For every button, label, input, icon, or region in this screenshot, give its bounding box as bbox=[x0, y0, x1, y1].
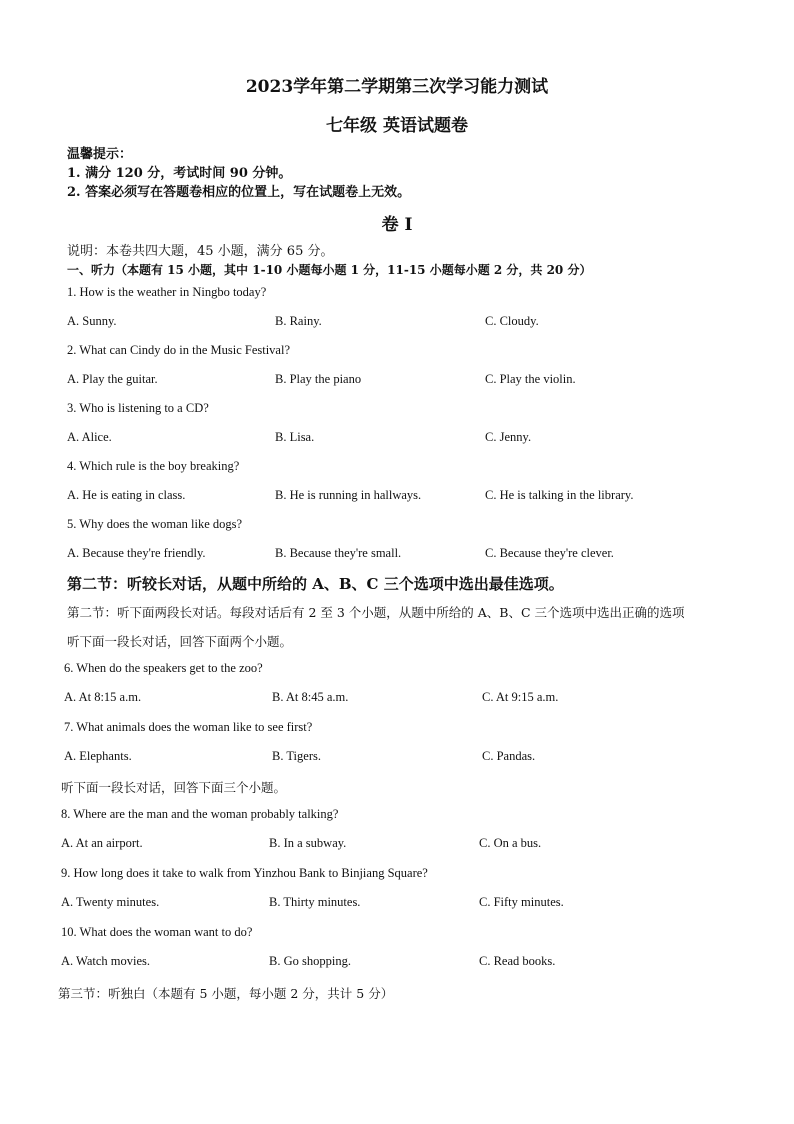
option-c: C. At 9:15 a.m. bbox=[482, 690, 559, 704]
option-a: A. Because they're friendly. bbox=[67, 546, 206, 560]
explain-text: 说明：本卷共四大题，45 小题，满分 65 分。 bbox=[67, 244, 334, 259]
question-stem: 1. How is the weather in Ningbo today? bbox=[67, 285, 267, 299]
option-a: A. He is eating in class. bbox=[67, 488, 186, 502]
option-b: B. In a subway. bbox=[269, 836, 347, 850]
question-stem: 8. Where are the man and the woman probably talking? bbox=[61, 807, 339, 821]
option-a: A. At 8:15 a.m. bbox=[64, 690, 142, 704]
section2-intro: 第二节：听下面两段长对话。每段对话后有 2 至 3 个小题，从题中所给的 A、B、C 三个选项中选出正确的选项 bbox=[67, 605, 685, 620]
question-stem: 4. Which rule is the boy breaking? bbox=[67, 459, 240, 473]
option-b: B. Lisa. bbox=[275, 430, 315, 444]
option-a: A. Play the guitar. bbox=[67, 372, 158, 386]
section2-heading: 第二节：听较长对话，从题中所给的 A、B、C 三个选项中选出最佳选项。 bbox=[67, 575, 564, 593]
section3-heading: 第三节：听独白（本题有 5 小题，每小题 2 分，共计 5 分） bbox=[58, 986, 394, 1001]
option-a: A. Sunny. bbox=[67, 314, 117, 328]
tips-line-1: 1. 满分 120 分，考试时间 90 分钟。 bbox=[67, 166, 292, 181]
option-b: B. Tigers. bbox=[272, 749, 321, 763]
volume-label: 卷 I bbox=[381, 215, 413, 235]
question-stem: 2. What can Cindy do in the Music Festival? bbox=[67, 343, 290, 357]
question-stem: 10. What does the woman want to do? bbox=[61, 925, 253, 939]
option-b: B. Rainy. bbox=[275, 314, 322, 328]
option-a: A. Elephants. bbox=[64, 749, 132, 763]
option-c: C. Read books. bbox=[479, 954, 556, 968]
question-stem: 6. When do the speakers get to the zoo? bbox=[64, 661, 263, 675]
option-c: C. Play the violin. bbox=[485, 372, 576, 386]
option-a: A. At an airport. bbox=[61, 836, 143, 850]
section2-intro-2: 听下面一段长对话，回答下面两个小题。 bbox=[67, 634, 293, 649]
option-b: B. Thirty minutes. bbox=[269, 895, 361, 909]
option-b: B. Go shopping. bbox=[269, 954, 351, 968]
part1-heading: 一、听力（本题有 15 小题，其中 1-10 小题每小题 1 分，11-15 小题每小题 2 分，共 20 分） bbox=[67, 263, 592, 277]
option-c: C. Cloudy. bbox=[485, 314, 539, 328]
question-stem: 7. What animals does the woman like to see first? bbox=[64, 720, 313, 734]
option-c: C. He is talking in the library. bbox=[485, 488, 634, 502]
option-c: C. Because they're clever. bbox=[485, 546, 614, 560]
option-b: B. Play the piano bbox=[275, 372, 362, 386]
option-b: B. Because they're small. bbox=[275, 546, 402, 560]
question-stem: 3. Who is listening to a CD? bbox=[67, 401, 209, 415]
option-b: B. At 8:45 a.m. bbox=[272, 690, 349, 704]
option-a: A. Twenty minutes. bbox=[61, 895, 160, 909]
exam-title: 2023学年第二学期第三次学习能力测试 bbox=[245, 77, 549, 97]
option-c: C. Fifty minutes. bbox=[479, 895, 564, 909]
option-a: A. Alice. bbox=[67, 430, 112, 444]
option-c: C. On a bus. bbox=[479, 836, 542, 850]
option-c: C. Pandas. bbox=[482, 749, 536, 763]
question-stem: 9. How long does it take to walk from Yinzhou Bank to Binjiang Square? bbox=[61, 866, 428, 880]
option-a: A. Watch movies. bbox=[61, 954, 151, 968]
tips-line-2: 2. 答案必须写在答题卷相应的位置上，写在试题卷上无效。 bbox=[67, 185, 411, 200]
exam-subtitle: 七年级 英语试题卷 bbox=[326, 116, 468, 136]
tips-heading: 温馨提示： bbox=[67, 147, 133, 162]
option-b: B. He is running in hallways. bbox=[275, 488, 422, 502]
question-stem: 5. Why does the woman like dogs? bbox=[67, 517, 243, 531]
option-c: C. Jenny. bbox=[485, 430, 532, 444]
section2-intro-3: 听下面一段长对话，回答下面三个小题。 bbox=[61, 780, 287, 795]
